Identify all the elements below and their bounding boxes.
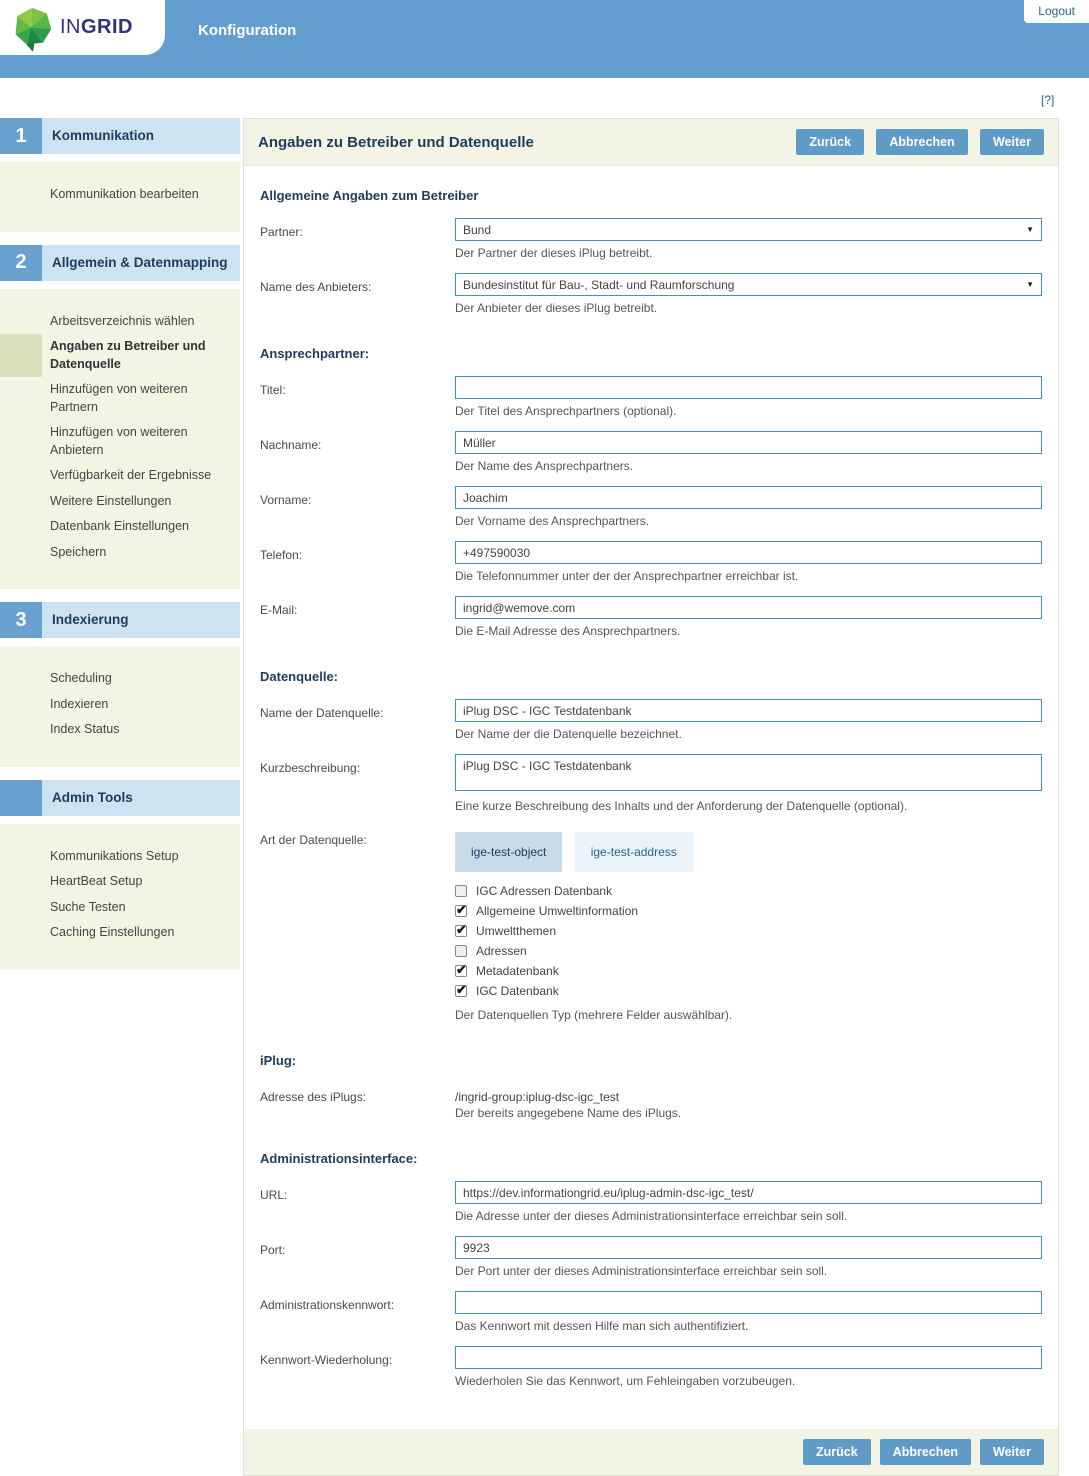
row-anbieter bbox=[260, 273, 1042, 328]
url-help: Die Adresse unter der dieses Administrationsinterface erreichbar sein soll. bbox=[455, 1209, 848, 1223]
anbieter-select-value: Bundesinstitut für Bau-, Stadt- und Raumforschung bbox=[463, 277, 735, 292]
url-input[interactable] bbox=[455, 1181, 1042, 1204]
sidebar-section-indexierung bbox=[0, 602, 240, 638]
email-help: Die E-Mail Adresse des Ansprechpartners. bbox=[455, 624, 681, 638]
checkbox-row-adressen[interactable] bbox=[455, 944, 1042, 958]
tab-ige-test-address[interactable]: ige-test-address bbox=[575, 832, 693, 872]
sidebar-item-angaben-betreiber[interactable]: Angaben zu Betreiber und Datenquelle bbox=[0, 334, 240, 377]
checkbox-row-igc-adressen-datenbank[interactable] bbox=[455, 884, 1042, 898]
checkbox-icon[interactable] bbox=[455, 885, 467, 897]
port-label: Port: bbox=[260, 1243, 286, 1257]
email-label: E-Mail: bbox=[260, 603, 298, 617]
email-input[interactable] bbox=[455, 596, 1042, 619]
kennwort-wiederholung-label: Kennwort-Wiederholung: bbox=[260, 1353, 393, 1367]
next-button-top[interactable]: Weiter bbox=[980, 129, 1044, 155]
row-port bbox=[260, 1236, 1042, 1291]
anbieter-help: Der Anbieter der dieses iPlug betreibt. bbox=[455, 301, 658, 315]
vorname-input[interactable] bbox=[455, 486, 1042, 509]
sidebar-item-kommunikations-setup[interactable]: Kommunikations Setup bbox=[50, 848, 179, 863]
checkbox-icon[interactable] bbox=[455, 985, 467, 997]
help-link[interactable]: [?] bbox=[1041, 93, 1055, 107]
section-number-3: 3 bbox=[0, 602, 42, 638]
kurzbeschreibung-help: Eine kurze Beschreibung des Inhalts und der Anforderung der Datenquelle (optional). bbox=[455, 799, 908, 813]
telefon-input[interactable] bbox=[455, 541, 1042, 564]
section-title-kommunikation: Kommunikation bbox=[42, 118, 240, 154]
row-kennwort-wiederholung bbox=[260, 1346, 1042, 1401]
sidebar-item-indexieren[interactable]: Indexieren bbox=[50, 696, 109, 711]
section-number-admin bbox=[0, 780, 42, 816]
heading-datenquelle: Datenquelle: bbox=[260, 669, 339, 684]
sidebar-item-weitere-partner[interactable]: Hinzufügen von weiteren Partnern bbox=[50, 382, 188, 414]
sidebar-item-scheduling[interactable]: Scheduling bbox=[50, 671, 112, 685]
checkbox-icon[interactable] bbox=[455, 905, 467, 917]
section-title-indexierung: Indexierung bbox=[42, 602, 240, 638]
art-datenquelle-help: Der Datenquellen Typ (mehrere Felder auswählbar). bbox=[455, 1008, 733, 1022]
checkbox-label: Adressen bbox=[476, 944, 527, 958]
sidebar-panel-admin-tools bbox=[0, 824, 240, 970]
url-label: URL: bbox=[260, 1188, 288, 1202]
logo-text bbox=[60, 16, 133, 39]
row-telefon bbox=[260, 541, 1042, 596]
nachname-help: Der Name des Ansprechpartners. bbox=[455, 459, 634, 473]
checkbox-row-igc-datenbank[interactable] bbox=[455, 984, 1042, 998]
row-administrationskennwort bbox=[260, 1291, 1042, 1346]
sidebar-section-admin-tools bbox=[0, 780, 240, 816]
checkbox-row-allgemeine-umweltinformation[interactable] bbox=[455, 904, 1042, 918]
heading-iplug: iPlug: bbox=[260, 1053, 297, 1068]
row-partner bbox=[260, 218, 1042, 273]
back-button-top[interactable]: Zurück bbox=[796, 129, 864, 155]
chevron-down-icon: ▼ bbox=[1026, 280, 1034, 289]
sidebar-item-arbeitsverzeichnis[interactable]: Arbeitsverzeichnis wählen bbox=[50, 313, 195, 328]
titlebar-buttons bbox=[787, 129, 1044, 155]
section-title-allgemein: Allgemein & Datenmapping bbox=[42, 245, 240, 281]
card-bottombar bbox=[244, 1429, 1058, 1475]
checkbox-label: IGC Datenbank bbox=[476, 984, 559, 998]
row-iplug-adresse bbox=[260, 1083, 1042, 1133]
app-header bbox=[0, 0, 1089, 78]
administrationskennwort-input[interactable] bbox=[455, 1291, 1042, 1314]
checkbox-label: Allgemeine Umweltinformation bbox=[476, 904, 639, 918]
kurzbeschreibung-label: Kurzbeschreibung: bbox=[260, 761, 361, 775]
administrationskennwort-help: Das Kennwort mit dessen Hilfe man sich authentifiziert. bbox=[455, 1319, 749, 1333]
row-vorname bbox=[260, 486, 1042, 541]
cancel-button-top[interactable]: Abbrechen bbox=[876, 129, 967, 155]
administrationskennwort-label: Administrationskennwort: bbox=[260, 1298, 395, 1312]
sidebar-item-weitere-anbieter[interactable]: Hinzufügen von weiteren Anbietern bbox=[50, 425, 188, 457]
partner-help: Der Partner der dieses iPlug betreibt. bbox=[455, 246, 653, 260]
sidebar-panel-kommunikation bbox=[0, 162, 240, 232]
checkbox-icon[interactable] bbox=[455, 965, 467, 977]
sidebar-item-speichern[interactable]: Speichern bbox=[50, 544, 107, 559]
logout-button[interactable]: Logout bbox=[1024, 0, 1089, 23]
sidebar-section-allgemein bbox=[0, 245, 240, 281]
anbieter-select[interactable] bbox=[455, 273, 1042, 296]
iplug-adresse-label: Adresse des iPlugs: bbox=[260, 1090, 367, 1104]
logo-text-in: IN bbox=[60, 16, 81, 38]
sidebar-item-index-status[interactable]: Index Status bbox=[50, 722, 120, 736]
partner-select[interactable] bbox=[455, 218, 1042, 241]
checkbox-row-umweltthemen[interactable] bbox=[455, 924, 1042, 938]
art-datenquelle-label: Art der Datenquelle: bbox=[260, 833, 367, 847]
partner-label: Partner: bbox=[260, 225, 303, 239]
port-help: Der Port unter der dieses Administrationsinterface erreichbar sein soll. bbox=[455, 1264, 828, 1278]
kennwort-wiederholung-input[interactable] bbox=[455, 1346, 1042, 1369]
row-nachname bbox=[260, 431, 1042, 486]
checkbox-row-metadatenbank[interactable] bbox=[455, 964, 1042, 978]
titel-help: Der Titel des Ansprechpartners (optional). bbox=[455, 404, 677, 418]
row-art-datenquelle bbox=[260, 826, 1042, 1035]
sidebar-item-heartbeat-setup[interactable]: HeartBeat Setup bbox=[50, 874, 143, 888]
nachname-input[interactable] bbox=[455, 431, 1042, 454]
kennwort-wiederholung-help: Wiederholen Sie das Kennwort, um Fehleingaben vorzubeugen. bbox=[455, 1374, 796, 1388]
checkbox-label: Metadatenbank bbox=[476, 964, 559, 978]
datenquelle-name-help: Der Name der die Datenquelle bezeichnet. bbox=[455, 727, 682, 741]
sidebar-item-kommunikation-bearbeiten[interactable]: Kommunikation bearbeiten bbox=[50, 187, 199, 201]
sidebar-panel-allgemein bbox=[0, 289, 240, 590]
kurzbeschreibung-textarea[interactable] bbox=[455, 754, 1042, 791]
section-number-1: 1 bbox=[0, 118, 42, 154]
logo-text-grid: GRID bbox=[81, 16, 133, 38]
datasource-tabs bbox=[455, 832, 1042, 872]
checkbox-icon[interactable] bbox=[455, 925, 467, 937]
vorname-label: Vorname: bbox=[260, 493, 312, 507]
telefon-label: Telefon: bbox=[260, 548, 303, 562]
sidebar-item-datenbank-einstellungen[interactable]: Datenbank Einstellungen bbox=[50, 519, 189, 533]
telefon-help: Die Telefonnummer unter der der Ansprechpartner erreichbar ist. bbox=[455, 569, 799, 583]
sidebar-item-caching-einstellungen[interactable]: Caching Einstellungen bbox=[50, 925, 175, 939]
sidebar-section-kommunikation bbox=[0, 118, 240, 154]
form-title: Angaben zu Betreiber und Datenquelle bbox=[258, 133, 534, 151]
next-button-bottom[interactable]: Weiter bbox=[980, 1439, 1044, 1465]
sidebar-item-suche-testen[interactable]: Suche Testen bbox=[50, 899, 126, 914]
card-titlebar bbox=[244, 119, 1058, 166]
sidebar-item-verfuegbarkeit[interactable]: Verfügbarkeit der Ergebnisse bbox=[50, 468, 212, 482]
ingrid-logo-icon bbox=[10, 4, 54, 52]
vorname-help: Der Vorname des Ansprechpartners. bbox=[455, 514, 650, 528]
row-kurzbeschreibung bbox=[260, 754, 1042, 826]
datenquelle-name-input[interactable] bbox=[455, 699, 1042, 722]
chevron-down-icon: ▼ bbox=[1026, 225, 1034, 234]
checkbox-label: IGC Adressen Datenbank bbox=[476, 884, 613, 898]
tab-ige-test-object[interactable]: ige-test-object bbox=[455, 832, 562, 872]
sidebar-item-weitere-einstellungen[interactable]: Weitere Einstellungen bbox=[50, 493, 172, 508]
iplug-adresse-value: /ingrid-group:iplug-dsc-igc_test bbox=[455, 1090, 620, 1104]
titel-label: Titel: bbox=[260, 383, 286, 397]
port-input[interactable] bbox=[455, 1236, 1042, 1259]
main-card bbox=[243, 118, 1059, 1476]
row-url bbox=[260, 1181, 1042, 1236]
heading-betreiber: Allgemeine Angaben zum Betreiber bbox=[260, 188, 479, 203]
anbieter-label: Name des Anbieters: bbox=[260, 280, 372, 294]
sidebar bbox=[0, 118, 240, 983]
partner-select-value: Bund bbox=[463, 222, 492, 237]
logo bbox=[0, 0, 165, 55]
heading-administrationsinterface: Administrationsinterface: bbox=[260, 1151, 418, 1166]
back-button-bottom[interactable]: Zurück bbox=[803, 1439, 871, 1465]
nachname-label: Nachname: bbox=[260, 438, 322, 452]
section-title-admin-tools: Admin Tools bbox=[42, 780, 240, 816]
iplug-adresse-help: Der bereits angegebene Name des iPlugs. bbox=[455, 1106, 682, 1120]
section-number-2: 2 bbox=[0, 245, 42, 281]
datasource-type-checkboxes bbox=[455, 884, 1042, 998]
titel-input[interactable] bbox=[455, 376, 1042, 399]
sidebar-panel-indexierung bbox=[0, 646, 240, 767]
page-title: Konfiguration bbox=[198, 22, 297, 39]
row-titel bbox=[260, 376, 1042, 431]
checkbox-icon[interactable] bbox=[455, 945, 467, 957]
checkbox-label: Umweltthemen bbox=[476, 924, 557, 938]
datenquelle-name-label: Name der Datenquelle: bbox=[260, 706, 384, 720]
form-body bbox=[244, 166, 1058, 1401]
row-datenquelle-name bbox=[260, 699, 1042, 754]
cancel-button-bottom[interactable]: Abbrechen bbox=[880, 1439, 971, 1465]
row-email bbox=[260, 596, 1042, 651]
heading-ansprechpartner: Ansprechpartner: bbox=[260, 346, 370, 361]
